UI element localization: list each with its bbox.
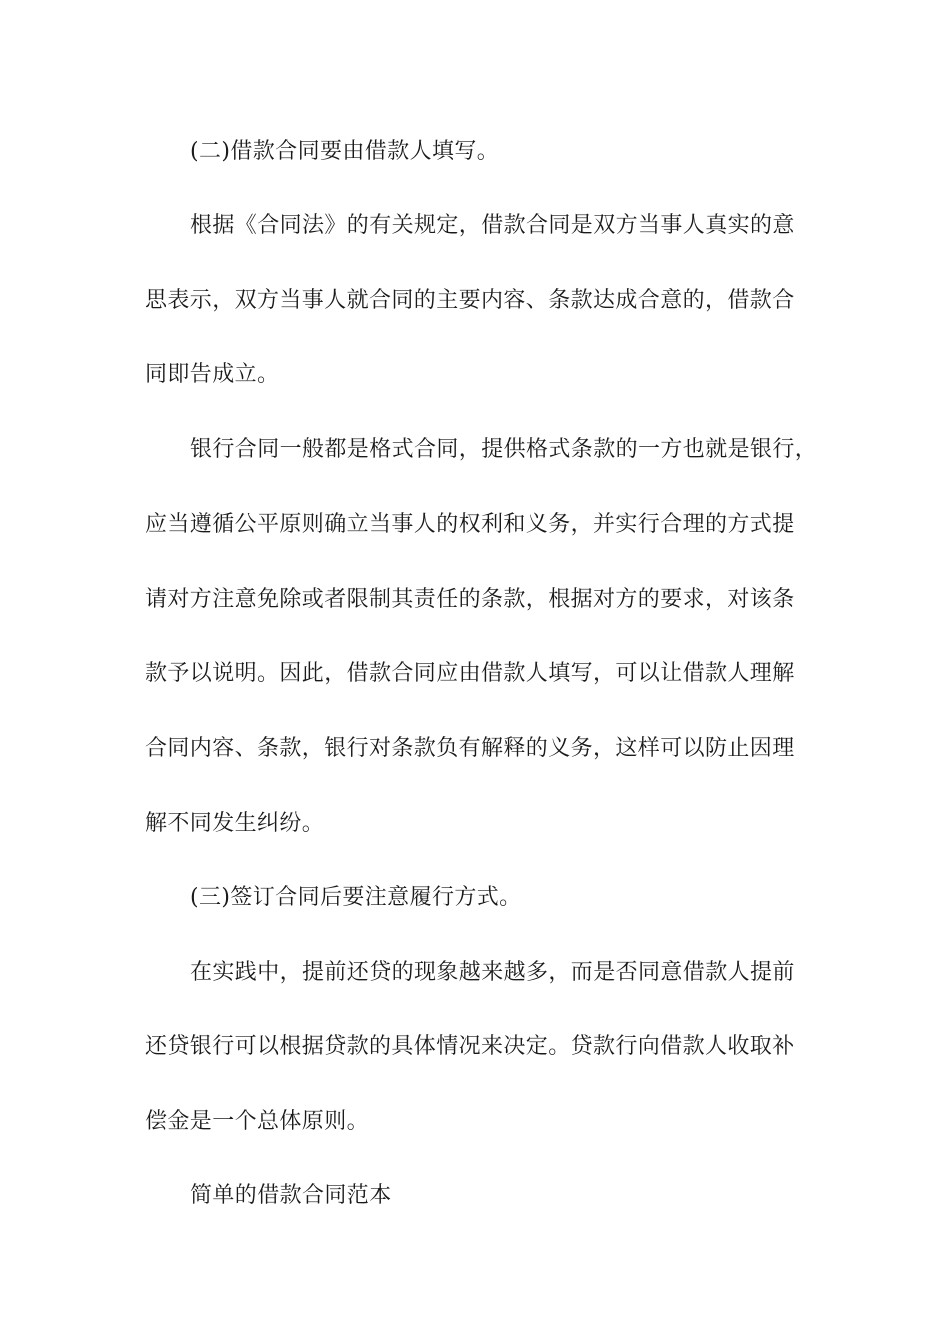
paragraph-3-line-2: 还贷银行可以根据贷款的具体情况来决定。贷款行向借款人收取补: [145, 1034, 795, 1059]
paragraph-1-line-1: 根据《合同法》的有关规定，借款合同是双方当事人真实的意: [190, 213, 795, 238]
paragraph-2-line-1: 银行合同一般都是格式合同，提供格式条款的一方也就是银行，: [190, 437, 818, 462]
template-heading: 简单的借款合同范本: [190, 1183, 392, 1208]
section-heading-3: (三)签订合同后要注意履行方式。: [190, 885, 522, 910]
paragraph-1-line-2: 思表示，双方当事人就合同的主要内容、条款达成合意的，借款合: [145, 288, 795, 313]
paragraph-2-line-4: 款予以说明。因此，借款合同应由借款人填写，可以让借款人理解: [145, 661, 795, 686]
paragraph-1-line-3: 同即告成立。: [145, 362, 280, 387]
paragraph-2-line-3: 请对方注意免除或者限制其责任的条款，根据对方的要求，对该条: [145, 587, 795, 612]
paragraph-3-line-1: 在实践中，提前还贷的现象越来越多，而是否同意借款人提前: [190, 960, 795, 985]
section-heading-2: (二)借款合同要由借款人填写。: [190, 139, 500, 164]
paragraph-2-line-5: 合同内容、条款，银行对条款负有解释的义务，这样可以防止因理: [145, 736, 795, 761]
paragraph-2-line-2: 应当遵循公平原则确立当事人的权利和义务，并实行合理的方式提: [145, 512, 795, 537]
paragraph-3-line-3: 偿金是一个总体原则。: [145, 1109, 370, 1134]
paragraph-2-line-6: 解不同发生纠纷。: [145, 811, 325, 836]
